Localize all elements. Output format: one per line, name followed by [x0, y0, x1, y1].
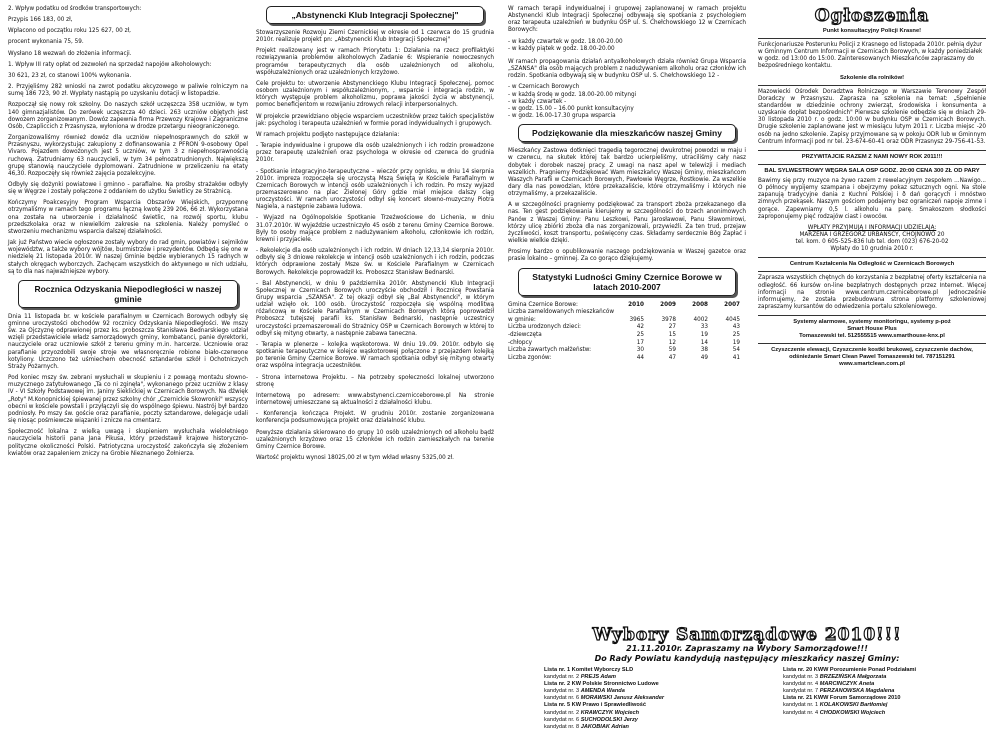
stats-row [508, 324, 746, 332]
paragraph: Projekt realizowany jest w ramach Priorytetu 1: Działania na rzecz profilaktyki rozwiązywania problemów alkoholowych Zadanie 6: Wspieranie nowoczesnych programów terapeutycznych dla osób uzależnionych od alkoholu, współuzależnionych oraz uzależnionych krzyżowo. [256, 48, 494, 76]
stats-value: 19 [732, 339, 740, 346]
candidate-name: KRAWCZYK Wojciech [580, 709, 640, 716]
paragraph: Dnia 11 listopada br. w kościele parafialnym w Czernicach Borowych odbyły się gminne uroczystości obchodów 92 rocznicy Odzyskania Niepodległości. We mszy św. za Ojczyznę odprawionej przez ks. proboszcza Stanisława Bednarskiego udział wzięli przedstawiciele władz samorządowych gminy, kombatanci, panie dyrektorki, nauczyciele oraz uczniowie szkół z terenu gminy m.in. harcerze. Uczniowie oraz parafianie przyozdobili swoje stroje we własnoręcznie robione biało-czerwone kotyliony. Uczczono też uśmiechem obecność sztandarów szkół i Ochotniczych Straży Pożarnych. [8, 313, 248, 370]
stats-value: 15 [668, 331, 676, 338]
text-line: Tomaszewski tel. 512555515 www.smarthouse-knx.pl [799, 333, 945, 340]
centrum-text: Zaprasza wszystkich chętnych do korzystania z bezpłatnej oferty kształcenia na odległość. 66 kursów on-line bezpłatnych dostępnych przez Internet. Więcej informacji na stronie www.centrum.czerniceborowe.pl Jednocześnie informujemy, że została przebudowana strona platformy szkoleniowej zapraszamy kursantów do odwiedzenia portalu szkoleniowego. [758, 275, 986, 311]
divider [758, 315, 986, 316]
stats-value: 38 [700, 347, 708, 354]
klub-title-box: „Abstynencki Klub Integracji Społecznej" [266, 6, 484, 24]
divider [758, 150, 986, 151]
wybory-title: Wybory Samorządowe 2010!!! [592, 625, 902, 645]
candidate-name: AMENDA Wanda [580, 688, 625, 695]
column-4 [758, 6, 986, 371]
paragraph: Rozpoczął się nowy rok szkolny. Do naszych szkół uczęszcza 358 uczniów, w tym 140 gimnazjalistów. Do zerówek uczęszcza 40 dzieci. 263 uczniów objętych jest dowozem zorganizowanym. Dowóz zapewnia firma Przewozy Krajowe i Zagraniczne Osób, Czapliccich z Przasnysza, wyłoniona w drodze przetargu nieograniczonego. [8, 102, 248, 130]
candidate-number: kandydat nr. 1 [783, 702, 820, 709]
candidate-number: kandydat nr. 6 [544, 716, 581, 723]
stats-value: 33 [700, 324, 708, 331]
candidate-entry [544, 710, 747, 717]
ogloszenia-logo: Ogłoszenia [814, 6, 930, 26]
election-list-heading: Lista nr. 1 Komitet Wyborczy SLD [544, 667, 634, 673]
stats-row-label: -chłopcy [508, 339, 532, 346]
candidate-name: PERZANOWSKA Magdalena [819, 688, 895, 695]
candidate-number: kandydat nr. 3 [783, 674, 820, 681]
candidate-entry [783, 710, 986, 717]
election-list-heading: Lista nr. 21 KWW Forum Samorządowe 2010 [783, 695, 901, 702]
wybory-section [508, 626, 986, 731]
stats-value: 42 [636, 324, 644, 331]
szansa-schedule [508, 84, 746, 120]
bal-heading: BAL SYLWESTROWY WĘGRA SALA OSP GODZ. 20:00 CENA 300 ZŁ OD PARY [764, 167, 980, 174]
stats-value: 25 [636, 331, 644, 338]
stats-value: 17 [636, 339, 644, 346]
stats-value: 47 [668, 354, 676, 361]
stats-row-label: Liczba urodzonych dzieci: [508, 324, 581, 331]
stats-value: 4045 [725, 316, 740, 323]
stats-row-label: Liczba zameldowanych mieszkańców w gminie: [508, 309, 614, 323]
paragraph: Mieszkańcy Zastowa dotknięci tragedią tegorocznej dwukrotnej powodzi w maju i w czerwcu, na skutek której tak bardzo ucierpieliśmy, utraciliśmy cały nasz dobytek i dorobek naszej pracy. Z uwagi na nasz apel w telewizji i mediach wszelkich. Pragniemy Podziękować Wam mieszkańcy Waszej Gminy, mieszkańcom Waszych Parafii w Czernicach Borowych, Pawłowie Węgrze, Rostkowie. Za wszelkie dary dla nas powodzian, które przekazaliście, które otrzymaliśmy i których nie otrzymaliśmy, a przekazaliście. [508, 148, 746, 198]
stats-value: 25 [732, 331, 740, 338]
paragraph: Wpłacono od początku roku 125 627, 00 zł, [8, 28, 131, 35]
paragraph: 2. Przyjęliśmy 282 wnioski na zwrot podatku akcyzowego w paliwie rolniczym na sumę 186 723, 90 zł. Wypłaty nastąpią po uzyskaniu dotacji w listopadzie. [8, 84, 248, 98]
candidate-name: PREJS Adam [580, 674, 616, 681]
stats-row [508, 347, 746, 355]
paragraph: Powyższe działania skierowano do grupy 10 osób uzależnionych od alkoholu bądź uzależnionych krzyżowo oraz 15 członków ich rodzin zamieszkałych na terenie Gminy Czernice Borowe. [256, 429, 494, 450]
paragraph: - Wyjazd na Ogólnopolskie Spotkanie Trzeźwościowe do Lichenia, w dniu 31.07.2010r. W wyjeździe uczestniczyło 45 osób z terenu Gminy Czernice Borowe. Były to osoby mające problem z nadużywaniem alkoholu, członkowie ich rodzin, krewni i przyjaciele. [256, 215, 494, 243]
klub-article [256, 30, 494, 462]
paragraph: - Konferencja kończąca Projekt. W grudniu 2010r. zostanie zorganizowana konferencja podsumowująca projekt oraz działalność klubu. [256, 411, 494, 425]
paragraph: 30 621, 23 zł, co stanowi 100% wykonania. [8, 72, 132, 79]
candidate-entry [783, 702, 986, 709]
candidate-entry [544, 695, 747, 702]
paragraph: - Strona internetowa Projektu. – Na potrzeby społeczności lokalnej utworzono stronę [256, 374, 494, 388]
divider [758, 271, 986, 272]
paragraph: 2. Wpływ podatku od środków transportowych: [8, 6, 142, 12]
stats-year: 2007 [724, 301, 740, 308]
stats-value: 19 [700, 331, 708, 338]
candidate-entry [783, 674, 986, 681]
stats-value: 3978 [661, 316, 676, 323]
paragraph: - Terapie indywidualne i grupowe dla osób uzależnionych i ich rodzin prowadzone przez terapeutę uzależnień oraz psychologa w okresie od czerwca do grudnia 2010r. [256, 143, 494, 164]
text-line: Smart House Plus [847, 326, 897, 333]
stats-value: 27 [668, 324, 676, 331]
candidate-list-left [508, 667, 747, 731]
stats-header-label: Gmina Czernice Borowe: [508, 301, 578, 308]
paragraph: Stowarzyszenie Rozwoju Ziemi Czernickiej w okresie od 1 czerwca do 15 grudnia 2010r. realizuje projekt pn: „Abstynencki Klub Integracji Społecznej" [256, 30, 494, 44]
candidate-name: MARCINCZYK Aneta [819, 681, 875, 688]
stats-header-row [508, 302, 746, 310]
divider [758, 164, 986, 165]
candidate-number: kandydat nr. 7 [783, 688, 820, 695]
divider [758, 257, 986, 258]
stats-value: 14 [700, 339, 708, 346]
rocznica-title-box: Rocznica Odzyskania Niepodległości w naszej gminie [18, 280, 238, 308]
centrum-heading: Centrum Kształcenia Na Odległość w Czernicach Borowych [789, 261, 955, 268]
stats-row-label: Liczba zawartych małżeństw: [508, 347, 592, 354]
paragraph: Odbyły się dożynki powiatowe i gminno - parafialne. Na prośby strażaków odbyły się w Węgrze i zostały połączone z oddaniem do użytku Świetlicy ze Strażnicą. [8, 181, 248, 196]
stats-table [508, 302, 746, 363]
text-line: - w każdy piątek w godz. 18.00-20.00 [508, 45, 615, 52]
stats-value: 49 [700, 354, 708, 361]
text-line: Czyszczenie elewacji, Czyszczenie kostki brukowej, czyszczenie dachów, [771, 347, 973, 354]
divider [758, 343, 986, 344]
candidate-name: MORAWSKI Janusz Aleksander [580, 695, 665, 702]
paragraph: - Spotkanie integracyjno-terapeutyczne – wieczór przy ognisku, w dniu 14 sierpnia 2010r. impreza rozpoczęła się uroczystą Mszą Świętą w Kościele Parafialnym w Czernicach Borowych w intencji osób uzależnionych i ich rodzin. Po mszy wyjazd przemaszerowano na plac Zielonej Góry gdzie miał miejsce dalszy ciąg uroczystości. W ramach uroczystości odbył się koncert słowno-muzyczny Piotra Nagiela, a następnie zabawa ludowa. [256, 168, 494, 211]
candidate-number: kandydat nr. 8 [544, 723, 581, 730]
text-line: - w godz. 15.00 – 16.00 punkt konsultacyjny [508, 105, 634, 112]
text-line: www.smartclean.com.pl [839, 361, 905, 368]
thanks-title-box: Podziękowanie dla mieszkańców naszej Gminy [518, 124, 736, 142]
candidate-list-right [747, 667, 986, 731]
terapia-intro: W ramach terapii indywidualnej i grupowej zaplanowanej w ramach projektu Abstynencki Klub Integracji Społecznej odbywają się spotkania z psychologiem oraz terapeuta uzależnień w budynku OSP ul. S. Chełchowskiego 12 w Czernicach Borowych: [508, 6, 746, 34]
divider [758, 38, 986, 39]
text-line: MARZENA I GRZEGORZ URBANSCY, CHOJNOWO 20 [799, 231, 945, 238]
szkolenie-heading: Szkolenie dla rolników! [839, 74, 905, 81]
stats-value: 30 [636, 347, 644, 354]
policja-text: Funkcjonariusze Posterunku Policji z Krasnego od listopada 2010r. pełnią dyżur w Gminnym Centrum Informacji w Czernicach Borowych, w każdy poniedziałek w godz. od 13:00 do 15:00. Zainteresowanych Mieszkańców zapraszamy do bezpośredniego kontaktu. [758, 42, 983, 70]
text-line: - w każdy czwartek w godz. 18.00-20.00 [508, 38, 623, 45]
candidate-name: JAKOBIAK Adrian [580, 723, 629, 730]
stats-row [508, 355, 746, 363]
candidate-entry [544, 688, 747, 695]
paragraph: Internetową po adresem: www.abstynenci.czernicceborowe.pl Na stronie internetowej umieszczane są aktualności z działalności klubu. [256, 392, 494, 407]
text-line: odśnieżanie Smart Clean Pawel Tomaszewski tel. 787151291 [789, 354, 955, 361]
text-line: - w Czernicach Borowych [508, 84, 580, 91]
candidate-entry [544, 717, 747, 724]
text-line: tel. kom. 0 605-525-836 lub tel. dom (023) 676-20-02 [795, 239, 949, 246]
candidate-name: BRZEZIŃSKA Małgorzata [819, 674, 887, 681]
divider [758, 85, 986, 86]
paragraph: - Bal Abstynencki, w dniu 9 października 2010r. Abstynencki Klub Integracji Społecznej w Czernicach Borowych uroczyście obchodził i Rocznicę Powstania Grupy wsparcia „SZANSA". Z tej okazji odbył się „Bal Abstynencki", w którym udział wzięło ok. 100 osób. Uroczystość rozpoczęła się wspólną modlitwą różańcową w Kościele Parafialnym w Czernicach Borowych którą poprowadził Proboszcz tutejszej parafii ks. Stanisław Bednarski, następnie uczestnicy uroczystości przemaszerowali do Strażnicy OSP w Czernicach Borowych w której to odbył się mityng otwarty, a następnie zabawa taneczna. [256, 280, 494, 337]
paragraph: A w szczególności pragniemy podziękować za transport zboża przekazanego dla nas. Ten gest podziękowania kierujemy w szczególności do trzech anonimowych Panów z Waszej Gminy: Panu Leszkowi, Panu Jarosławowi, Panu Sławomirowi, którzy ulicę zbiórki zboża dla nas zorganizowali, przywieźli. Za ten trud, przejaw życzliwości, koszt transportu, poświęcony czas. Składamy serdecznie Bóg Zapłać i wielkie wielkie dzięki. [508, 202, 746, 245]
column-1 [8, 6, 248, 462]
candidate-number: kandydat nr. 4 [783, 681, 820, 688]
paragraph: Kończymy Poakcesyjny Program Wsparcia Obszarów Wiejskich, przypomnę otrzymaliśmy w ramach tego programu łączną kwotę 239 206, 66 zł. Wykorzystana ona została na utworzenie i działalność świetlic, na rozwój sportu, klubu przedszkolaka oraz w niewielkim zakresie na szkolenia. Należy pomyśleć o stworzeniu mechanizmu wsparcia dalszej działalności. [8, 200, 248, 235]
stats-value: 54 [732, 347, 740, 354]
stats-value: 41 [732, 354, 740, 361]
wplaty-heading: WPŁATY PRZYJMUJĄ I INFORMACJI UDZIELAJĄ: [807, 224, 937, 231]
wplaty-lines [758, 232, 986, 253]
stats-title-box: Statystyki Ludności Gminy Czernice Borowe w latach 2010-2007 [518, 268, 736, 296]
candidate-number: kandydat nr. 6 [544, 695, 581, 702]
paragraph: Jak już Państwo wiecie ogłoszone zostały wybory do rad gmin, powiatów i sejmików województw, a także wybory wójtów, burmistrzów i prezydentów. Odbędą się one w niedzielę 21 listopada 2010r. W naszej Gminie będzie wybieranych 15 radnych w stałych okręgach wyborczych. Zachęcam wszystkich do aktywnego w nich udziału, są to dla nas najważniejsze wybory. [8, 240, 248, 275]
election-list-heading: Lista nr. 5 KW Prawo i Sprawiedliwość [544, 702, 646, 709]
text-line: Systemy alarmowe, systemy monitoringu, systemy p-poż [793, 319, 951, 326]
thanks-article [508, 148, 746, 263]
candidate-entry [544, 724, 747, 731]
paragraph: Społeczność lokalna z wielką uwagą i skupieniem wysłuchała wieloletniego nauczyciela historii pana Jana Pikusa, który przedstawił krajowe historyczno-polityczne okoliczności Polski. Patriotyczna uroczystość zakończyła się złożeniem kwiatów oraz zapaleniem zniczy na Grobie Nieznanego Żołnierza. [8, 429, 248, 457]
rocznica-article [8, 314, 248, 458]
election-list-heading: Lista nr. 2 KW Polskie Stronnictwo Ludowe [544, 681, 659, 688]
stats-value: 3965 [629, 316, 644, 323]
election-list-heading: Lista nr. 20 KWW Porozumienie Ponad Podziałami [783, 667, 917, 673]
wplaty-block [758, 225, 986, 254]
candidate-number: kandydat nr. 3 [544, 688, 581, 695]
terapia-schedule [508, 39, 746, 53]
stats-value: 12 [668, 339, 676, 346]
paragraph: Zorganizowaliśmy również dowóz dla uczniów niepełnosprawnych do szkół w Przasnyszu, wykorzystując zakupiony z dofinansowania z PFRON 9-osobowy Opel Vivaro. Pojazdem dowożonych jest 5 uczniów, w tym 3 z niepełnosprawnością ruchową. Zatrudniamy 63 nauczycieli, w tym 34 pełnozatrudnionych. Największą grupę stanowią nauczyciele dyplomowani. Zatrudnione w przeliczeniu na etaty 46,30. Rozpoczęły się również zajęcia pozalekcyjne. [8, 135, 248, 177]
stats-value: 43 [732, 324, 740, 331]
paragraph: - Rekolekcje dla osób uzależnionych i ich rodzin. W dniach 12,13,14 sierpnia 2010r. odbyły się 3 dniowe rekolekcje w intencji osób uzależnionych i ich rodzin, podczas których odprawione zostały Msze św. w Kościele Parafialnym w Czernicach Borowych. Rekolekcje poprowadził ks. Proboszcz Stanisław Bednarski. [256, 248, 494, 276]
paragraph: procent wykonania 75, 59. [8, 39, 84, 46]
paragraph: - Terapia w plenerze – kolejka wąskotorowa. W dniu 19..09. 2010r. odbyło się spotkanie terapeutyczne w kolejce wąskotorowej połączone z przejazdem kolejką po terenie Gminy Czernice Borowe. W ramach spotkania odbył się mityng otwarty oraz wspólna integracja uczestników. [256, 341, 494, 370]
text-line: - w każdy czwartek - [508, 98, 567, 105]
wybory-intro-line: Do Rady Powiatu kandydują następujący mieszkańcy naszej Gminy: [594, 654, 900, 663]
alarm-ad [758, 319, 986, 340]
bal-text: Bawimy się przy muzyce na żywo razem z rewelacyjnym zespołem ...Nawigo... O północy wypijemy szampana i obejrzymy pokaz sztucznych ogni. Na stole zapanują tradycyjne dania z Kuchni Polskiej i ð dań gorących i mnóstwo zimnych przekąsek. Naszym gościom podajemy bez ograniczeń napoje zimne i gorące. Zapewniamy 0,5 l. alkoholu na parę. Smakoszom słodkości zaproponujemy pięć rodzajów ciast i owoców. [758, 177, 986, 220]
candidate-number: kandydat nr. 4 [783, 709, 820, 716]
candidate-entry [783, 688, 986, 695]
nowy-rok-heading: PRZYWITAJCIE RAZEM Z NAMI NOWY ROK 2011!!! [801, 153, 943, 160]
text-line: - w godz. 16.00-17.30 grupa wsparcia [508, 113, 616, 120]
paragraph: Prosimy bardzo o opublikowanie naszego podziękowania w Waszej gazetce oraz prasie lokalno – gminnej. Za co gorąco dziękujemy. [508, 249, 746, 263]
stats-year: 2008 [692, 301, 708, 308]
column-3 [508, 6, 746, 362]
paragraph: W projekcie przewidziano objęcie wsparciem uczestników przez takich specjalistów jak: psycholog i terapeuta uzależnień w formie porad indywidualnych i grupowych. [256, 113, 494, 127]
paragraph: Wartość projektu wynosi 18025,00 zł w tym wkład własny 5325,00 zł. [256, 454, 454, 461]
szkolenie-text: Mazowiecki Ośrodek Doradztwa Rolniczego w Warszawie Terenowy Zespół Doradczy w Przasnyszu. Zaprasza na szkolenia na temat: „Spełnienie standardów w dziedzinie ochrony zwierząt, środowiska i konsumenta a uzyskanie dopłat bezpośrednich" Pierwsze szkolenie odbędzie się w dniach 29-30 listopada 2010 r. o godz. 10:00 w budynku OSP w Czernicach Borowych. Drugie szkolenie zaplanowane jest w miesiącu lutym 2011 r. Liczba miejsc -20 osób na jedno szkolenie. Zapisy przyjmowane są w pokoju ODR lub w Gminnym Centrum Informacji pod nr tel. 23-674-60-41 oraz ODR Przasnysz 29-756-41-53. [758, 88, 986, 145]
stats-row [508, 309, 746, 324]
stats-row [508, 332, 746, 340]
candidate-entry [544, 674, 747, 681]
stats-row [508, 340, 746, 348]
clean-ad [758, 347, 986, 368]
stats-value: 59 [668, 347, 676, 354]
candidate-lists [508, 667, 986, 731]
stats-year: 2009 [660, 301, 676, 308]
stats-year: 2010 [628, 301, 644, 308]
col1-paragraphs [8, 6, 248, 276]
text-line: - w każdą środę w godz. 18.00-20.00 mityngi [508, 91, 637, 98]
candidate-name: CHODKOWSKI Wojciech [819, 709, 886, 716]
candidate-entry [783, 681, 986, 688]
candidate-name: SUCHODOLSKI Jerzy [580, 716, 638, 723]
paragraph: Cele projektu to: utworzenie Abstynenckiego Klubu Integracji Społecznej, pomoc osobom uzależnionym i współuzależnionym, , wsparcie i integracja rodzin, w których występuje problem alkoholizmu, poprawa jakości życia w abstynencji, pomoc beneficjentom w rozwijaniu zdrowych relacji interpersonalnych. [256, 80, 494, 109]
paragraph: Przypis 166 183, 00 zł, [8, 17, 73, 24]
paragraph: Pod koniec mszy św. zebrani wysłuchali w skupieniu i z powagą montażu słowno-muzycznego zatytułowanego „Ta co ni zginęła", wykonanego przez uczniów z klasy IV - VI Szkoły Podstawowej im. Janiny Sieklickiej w Czernicach Borowych. Na dźwięk „Roty" M.Konopnickiej śpiewanej przez szkolny chór „Czernickie Skowronki" wszyscy obecni w kościele powstali i przyłączyli się do wspólnego śpiewu. Nastrój był bardzo podniosły. Po mszy św. goście oraz parafianie, poczty sztandarowe, delegacje udali się niosąc pośmiewcze wiązanki i znicze na cmentarz. [8, 375, 248, 425]
wybory-date-line: 21.11.2010r. Zapraszamy na Wybory Samorządowe!!! [626, 644, 868, 653]
candidate-number: kandydat nr. 2 [544, 709, 581, 716]
stats-row-label: Liczba zgonów: [508, 354, 552, 361]
szansa-paragraph: W ramach propagowania działań antyalkoholowych działa również Grupa Wsparcia „SZANSA" dla osób mających problem z nadużywaniem alkoholu oraz członków ich rodzin. Spotkania odbywają się w budynku OSP ul. S. Chełchowskiego 12 - [508, 58, 746, 80]
candidate-name: KOLAKOWSKI Bartłomiej [819, 702, 888, 709]
stats-row-label: -dziewczęta [508, 331, 542, 338]
policja-heading: Punkt konsultacyjny Policji Krasne! [822, 28, 922, 34]
paragraph: W ramach projektu podjęto następujące działania: [256, 131, 400, 138]
stats-value: 4002 [693, 316, 708, 323]
paragraph: Wysłano 18 wezwań do złożenia informacji. [8, 50, 132, 57]
column-2 [256, 6, 494, 466]
stats-value: 44 [636, 354, 644, 361]
text-line: Wpłaty do 10 grudnia 2010 r. [830, 246, 914, 253]
candidate-number: kandydat nr. 2 [544, 674, 581, 681]
paragraph: 1. Wpływ III raty opłat od zezwoleń na sprzedaż napojów alkoholowych: [8, 61, 212, 68]
